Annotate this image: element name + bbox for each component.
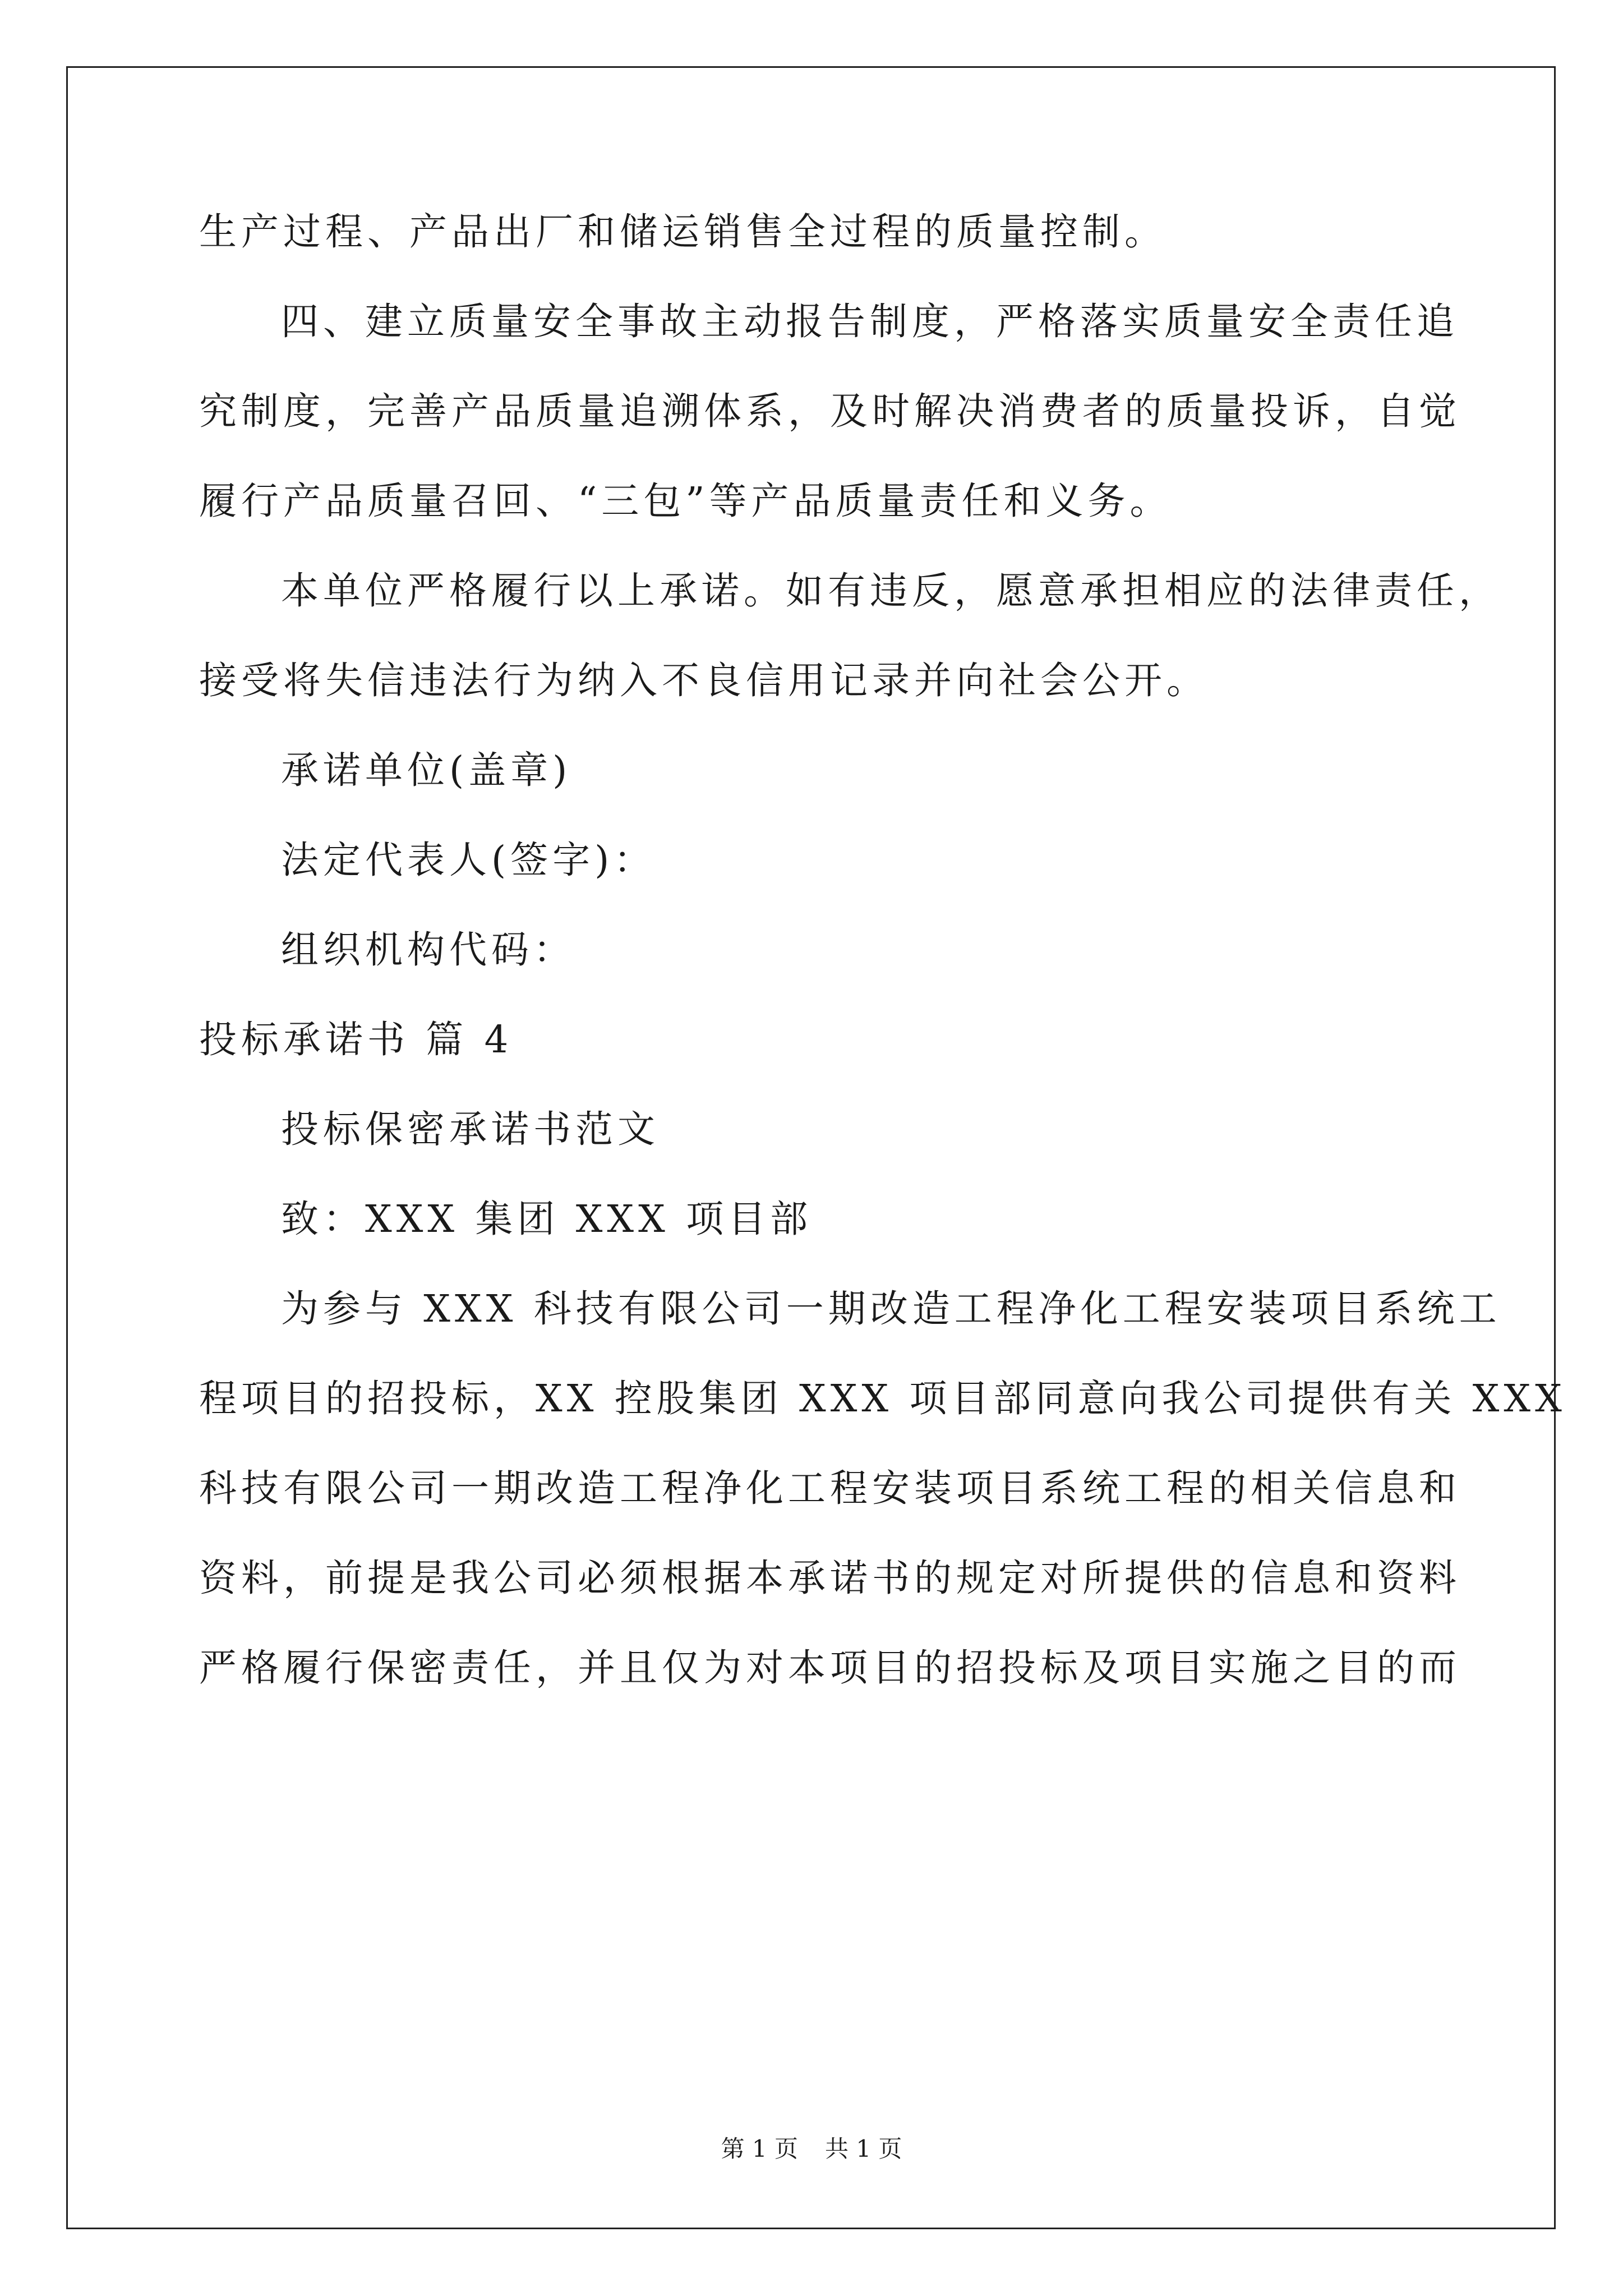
text-line: 四、建立质量安全事故主动报告制度，严格落实质量安全责任追	[281, 300, 1459, 343]
document-title: 投标保密承诺书范文	[281, 1107, 660, 1151]
addressee-line: 致：XXX 集团 XXX 项目部	[281, 1197, 813, 1241]
page-footer	[0, 2137, 1623, 2161]
text-line: 生产过程、产品出厂和储运销售全过程的质量控制。	[199, 210, 1166, 254]
text-line: 严格履行保密责任，并且仅为对本项目的招投标及项目实施之目的而	[199, 1646, 1461, 1690]
organization-code-label: 组织机构代码：	[281, 928, 575, 972]
page-number: 第 1 页	[721, 2135, 798, 2162]
text-line: 为参与 XXX 科技有限公司一期改造工程净化工程安装项目系统工	[281, 1287, 1501, 1331]
text-line: 究制度，完善产品质量追溯体系，及时解决消费者的质量投诉，自觉	[199, 389, 1461, 433]
legal-representative-label: 法定代表人(签字)：	[281, 838, 656, 882]
text-line: 接受将失信违法行为纳入不良信用记录并向社会公开。	[199, 659, 1209, 702]
signature-unit-label: 承诺单位(盖章)	[281, 748, 572, 792]
section-heading: 投标承诺书 篇 4	[199, 1018, 513, 1061]
text-line: 资料，前提是我公司必须根据本承诺书的规定对所提供的信息和资料	[199, 1556, 1461, 1600]
text-line: 本单位严格履行以上承诺。如有违反，愿意承担相应的法律责任，	[281, 569, 1501, 613]
text-line: 履行产品质量召回、“三包”等产品质量责任和义务。	[199, 479, 1172, 523]
page-total: 共 1 页	[825, 2135, 902, 2162]
text-line: 程项目的招投标，XX 控股集团 XXX 项目部同意向我公司提供有关 XXX	[199, 1377, 1566, 1420]
text-line: 科技有限公司一期改造工程净化工程安装项目系统工程的相关信息和	[199, 1466, 1461, 1510]
document-body	[199, 210, 1566, 1739]
